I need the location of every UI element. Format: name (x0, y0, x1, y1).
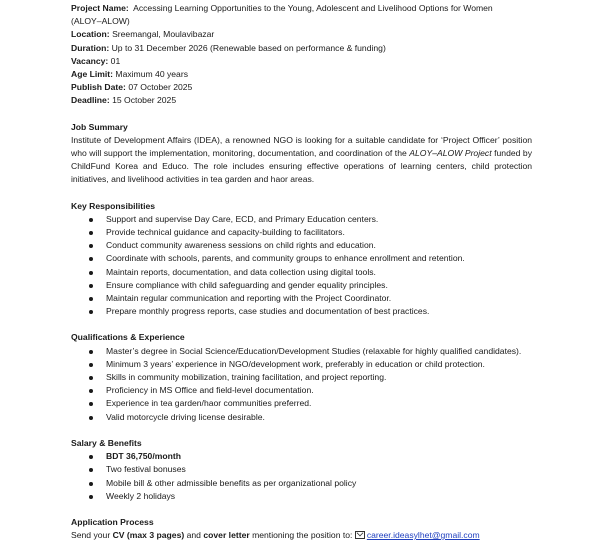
project-name-label: Project Name: (71, 3, 129, 13)
list-item: Weekly 2 holidays (71, 490, 532, 503)
job-summary-section (71, 121, 532, 187)
list-item: Maintain regular communication and reporting with the Project Coordinator. (71, 292, 532, 305)
deadline-value: 15 October 2025 (112, 95, 177, 106)
publish-date-value: 07 October 2025 (128, 82, 193, 93)
vacancy-label: Vacancy: (71, 55, 109, 66)
responsibilities-list (71, 213, 532, 319)
salary-section (71, 437, 532, 503)
application-text-part: mentioning the position to: (249, 530, 355, 541)
list-item: Experience in tea garden/haor communities preferred. (71, 397, 532, 410)
email-link[interactable]: career.ideasylhet@gmail.com (366, 530, 480, 541)
list-item: Provide technical guidance and capacity-building to facilitators. (71, 226, 532, 239)
salary-amount: BDT 36,750/month (71, 450, 532, 463)
list-item: Two festival bonuses (71, 463, 532, 476)
salary-heading: Salary & Benefits (71, 437, 142, 448)
age-limit-value: Maximum 40 years (115, 69, 188, 80)
list-item: Coordinate with schools, parents, and community groups to enhance enrollment and retention. (71, 252, 532, 265)
age-limit-label: Age Limit: (71, 69, 114, 80)
list-item: Master’s degree in Social Science/Education/Development Studies (relaxable for highly qualified candidates). (71, 345, 532, 358)
list-item: Ensure compliance with child safeguarding and gender equality principles. (71, 279, 532, 292)
qualifications-list (71, 345, 532, 424)
application-heading: Application Process (71, 516, 154, 527)
list-item: Conduct community awareness sessions on child rights and education. (71, 239, 532, 252)
list-item: Prepare monthly progress reports, case studies and documentation of best practices. (71, 305, 532, 318)
list-item: Maintain reports, documentation, and data collection using digital tools. (71, 266, 532, 279)
application-text (71, 529, 532, 542)
location-label: Location: (71, 29, 110, 40)
duration-line (71, 42, 532, 55)
list-item: Support and supervise Day Care, ECD, and Primary Education centers. (71, 213, 532, 226)
project-info (71, 2, 532, 108)
responsibilities-section (71, 200, 532, 319)
deadline-line (71, 94, 532, 107)
qualifications-heading: Qualifications & Experience (71, 332, 185, 343)
qualifications-section (71, 331, 532, 423)
application-text-part: and (184, 530, 204, 541)
job-summary-text-part: Institute of Development Affairs (IDEA), a renowned NGO is looking for a suitable candidate for ‘Project Officer’ position who will support the implementation, monitoring, documentation, and coordination of the (71, 134, 532, 159)
salary-list (71, 450, 532, 503)
list-item: Valid motorcycle driving license desirable. (71, 411, 532, 424)
application-section (71, 516, 532, 542)
cv-requirement: CV (max 3 pages) (112, 530, 185, 541)
job-summary-text-part: funded by ChildFund Korea and Educo. The role includes ensuring effective operations of learning centers, child protection initiatives, and livelihood activities in tea garden and haor areas. (71, 148, 533, 185)
list-item: Proficiency in MS Office and field-level documentation. (71, 384, 532, 397)
project-name-line (71, 2, 532, 15)
duration-value: Up to 31 December 2026 (Renewable based on performance & funding) (111, 42, 386, 53)
job-summary-heading: Job Summary (71, 121, 128, 132)
responsibilities-heading: Key Responsibilities (71, 200, 156, 211)
publish-date-label: Publish Date: (71, 82, 126, 93)
list-item: Skills in community mobilization, training facilitation, and project reporting. (71, 371, 532, 384)
cover-letter-requirement: cover letter (203, 530, 250, 541)
location-value: Sreemangal, Moulavibazar (112, 29, 215, 40)
age-limit-line (71, 68, 532, 81)
project-italic-name: ALOY–ALOW Project (409, 148, 492, 159)
deadline-label: Deadline: (71, 95, 110, 106)
envelope-icon (355, 531, 365, 539)
publish-date-line (71, 81, 532, 94)
vacancy-line (71, 55, 532, 68)
list-item: Mobile bill & other admissible benefits as per organizational policy (71, 477, 532, 490)
list-item: Minimum 3 years’ experience in NGO/development work, preferably in education or child protection. (71, 358, 532, 371)
application-text-part: Send your (71, 530, 113, 541)
project-name-value: Accessing Learning Opportunities to the Young, Adolescent and Livelihood Options for Women (133, 3, 493, 13)
vacancy-value: 01 (110, 55, 121, 66)
location-line (71, 28, 532, 41)
job-summary-text (71, 134, 532, 187)
duration-label: Duration: (71, 42, 110, 53)
job-posting-document (71, 0, 532, 542)
project-name-cont: (ALOY–ALOW) (71, 16, 130, 27)
